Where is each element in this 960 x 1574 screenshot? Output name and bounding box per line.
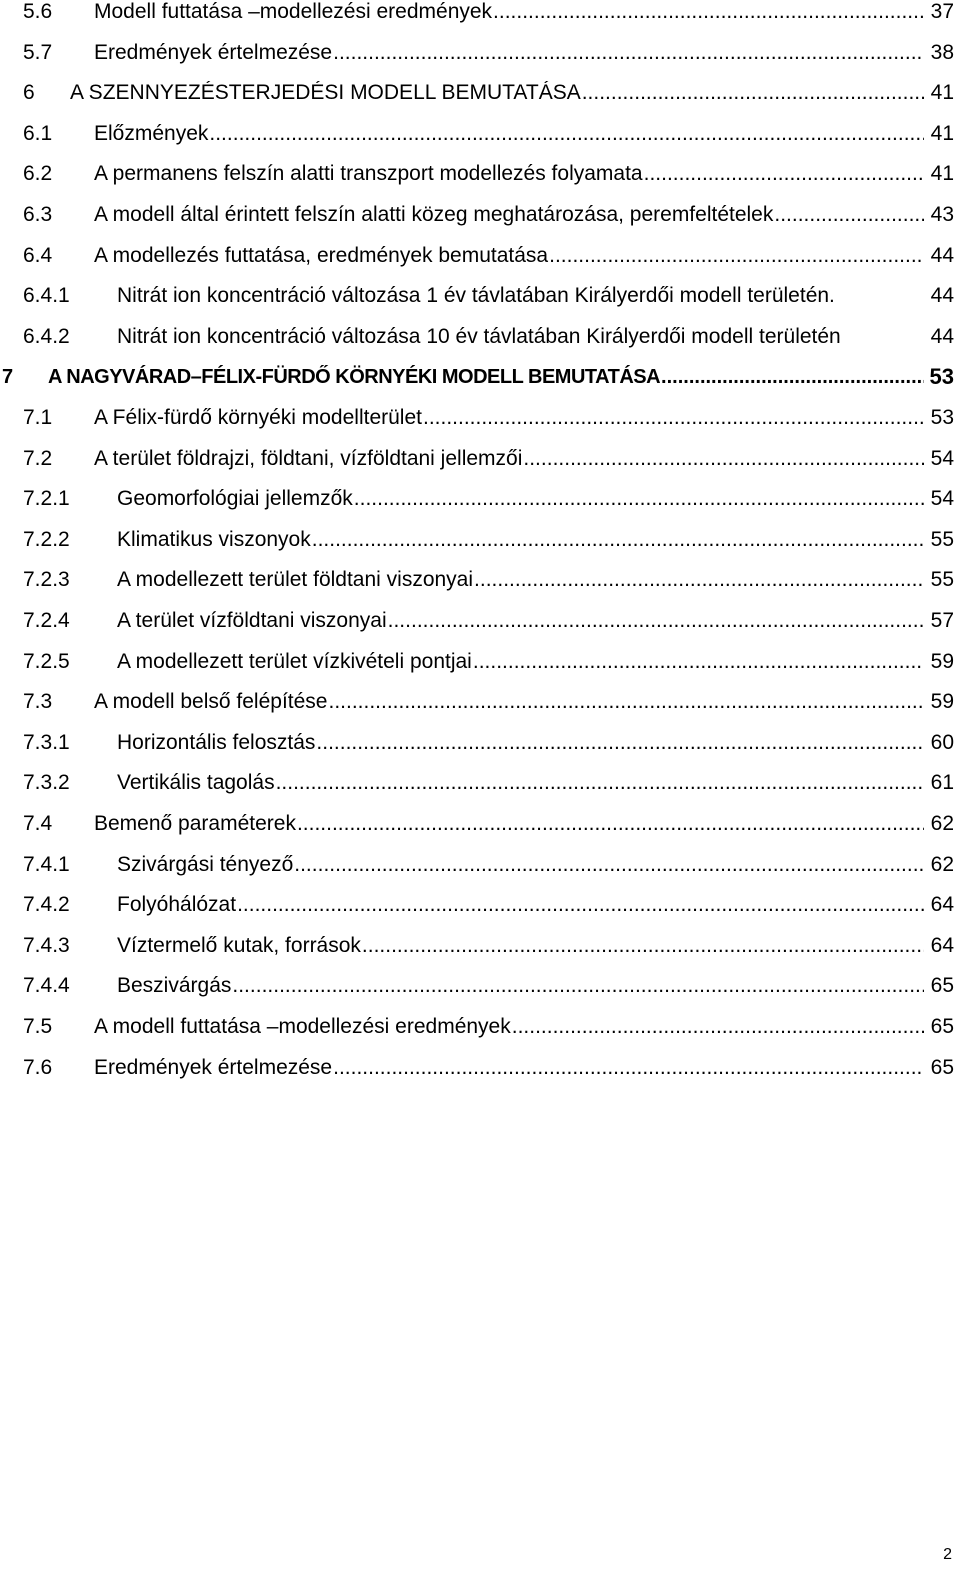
toc-entry-leader [94,203,924,227]
toc-entry-title: A modell által érintett felszín alatti közeg meghatározása, peremfeltételek [94,203,774,226]
toc-entry-title: Folyóhálózat [117,893,237,917]
toc-entry-leader [117,934,924,958]
toc-entry-page: 41 [930,121,954,145]
toc-entry-title: Nitrát ion koncentráció változása 10 év távlatában Királyerdői modell területén [117,324,841,348]
toc-dot-leader [232,974,924,998]
toc-entry-number: 6.4.1 [23,284,70,308]
toc-entry-number: 7.2.2 [23,527,70,551]
toc-entry[interactable] [0,41,960,81]
toc-entry-leader [117,568,924,592]
toc-entry-leader [48,365,924,389]
toc-entry-leader [117,528,924,552]
toc-entry-title: Eredmények értelmezése [94,40,333,64]
toc-dot-leader [333,1056,924,1080]
toc-entry-title: Geomorfológiai jellemzők [117,487,353,511]
toc-entry[interactable] [0,406,960,446]
toc-entry-title: Szivárgási tényező [117,852,294,876]
toc-entry-page: 59 [930,649,954,673]
toc-entry[interactable] [0,122,960,162]
page-number: 2 [943,1546,952,1563]
toc-dot-leader [512,1015,924,1039]
toc-entry-number: 6 [23,81,35,105]
toc-entry-number: 6.1 [23,121,53,145]
toc-entry[interactable] [0,528,960,568]
toc-entry-title: Vertikális tagolás [117,771,275,795]
toc-entry-number: 7.4.2 [23,893,70,917]
toc-entry[interactable] [0,284,960,324]
toc-entry-title: A terület földrajzi, földtani, vízföldtani jellemzői [94,446,523,470]
toc-dot-leader [474,568,924,592]
toc-entry-title: A modellezett terület vízkivételi pontjai [117,649,472,673]
toc-entry-page: 61 [930,771,954,795]
toc-entry-page: 38 [930,40,954,64]
toc-dot-leader [209,122,924,146]
toc-entry[interactable] [0,650,960,690]
toc-entry-leader [94,244,924,268]
toc-entry-leader [94,406,924,430]
toc-entry-leader [117,609,924,633]
toc-entry[interactable] [0,893,960,933]
toc-entry-number: 7.3.2 [23,771,70,795]
toc-entry[interactable] [0,1015,960,1055]
toc-entry-number: 7.4.4 [23,974,70,998]
toc-entry[interactable] [0,731,960,771]
toc-entry-title: A modellezés futtatása, eredmények bemutatása [94,243,549,267]
toc-entry-page: 53 [930,406,954,429]
toc-entry-page: 59 [930,690,954,714]
toc-dot-leader [644,162,924,186]
toc-dot-leader [362,934,924,958]
toc-entry-number: 6.3 [23,203,53,226]
toc-dot-leader [276,771,924,795]
toc-dot-leader [316,731,924,755]
toc-entry-title: A modell futtatása –modellezési eredmények [94,1015,511,1038]
toc-dot-leader [294,853,924,877]
toc-entry-leader [117,325,924,349]
toc-entry-number: 7.3 [23,690,53,714]
toc-entry[interactable] [0,853,960,893]
toc-entry-page: 57 [930,609,954,632]
toc-entry-leader [94,1056,924,1080]
toc-dot-leader [523,447,924,471]
toc-entry[interactable] [0,325,960,365]
toc-entry-number: 7.3.1 [23,730,70,754]
toc-entry-title: Modell futtatása –modellezési eredmények [94,0,493,23]
toc-entry[interactable] [0,0,960,40]
toc-entry-leader [94,690,924,714]
toc-entry-title: A NAGYVÁRAD–FÉLIX-FÜRDŐ KÖRNYÉKI MODELL BEMUTATÁSA [48,366,661,389]
toc-dot-leader [473,650,924,674]
toc-entry-page: 65 [930,1015,954,1038]
toc-entry[interactable] [0,812,960,852]
toc-entry-leader [117,893,924,917]
toc-entry-number: 5.6 [23,0,53,23]
toc-entry-leader [94,1015,924,1039]
toc-entry-leader [117,974,924,998]
toc-entry-number: 5.7 [23,40,53,64]
toc-entry[interactable] [0,934,960,974]
toc-entry-leader [94,447,924,471]
toc-entry-page: 41 [930,162,954,186]
toc-entry[interactable] [0,203,960,243]
toc-dot-leader [661,365,924,389]
toc-dot-leader [333,41,924,65]
toc-entry-title: A terület vízföldtani viszonyai [117,609,387,632]
toc-entry-title: Nitrát ion koncentráció változása 1 év távlatában Királyerdői modell területén. [117,284,835,308]
toc-entry-page: 44 [930,284,954,308]
toc-entry-page: 43 [930,203,954,226]
toc-dot-leader [423,406,924,430]
toc-entry-title: A Félix-fürdő környéki modellterület [94,406,422,429]
toc-entry-leader [94,812,924,836]
toc-entry-page: 64 [930,893,954,917]
toc-entry-leader [117,771,924,795]
toc-entry-number: 6.4.2 [23,324,70,348]
toc-entry-number: 7.2.1 [23,487,70,511]
toc-dot-leader [297,812,924,836]
toc-entry-page: 53 [929,364,954,390]
toc-entry-page: 54 [930,487,954,511]
toc-entry-leader [94,122,924,146]
toc-entry-page: 55 [930,568,954,592]
toc-entry-leader [70,81,924,105]
toc-entry-leader [94,41,924,65]
toc-entry[interactable] [0,162,960,202]
toc-entry-page: 62 [930,812,954,835]
toc-entry[interactable] [0,447,960,487]
toc-dot-leader [582,81,924,105]
toc-entry-number: 7.2.3 [23,568,70,592]
toc-entry-title: Víztermelő kutak, források [117,933,361,957]
toc-dot-leader [237,893,924,917]
toc-entry-page: 44 [930,243,954,267]
toc-entry-title: A modellezett terület földtani viszonyai [117,568,474,592]
toc-entry-title: Bemenő paraméterek [94,812,296,835]
toc-entry-leader [117,650,924,674]
toc-entry-page: 64 [930,933,954,957]
toc-entry-title: Beszivárgás [117,974,232,998]
toc-entry[interactable] [0,568,960,608]
toc-entry[interactable] [0,81,960,121]
toc-entry-number: 6.4 [23,243,53,267]
toc-entry-number: 7.6 [23,1055,53,1079]
toc-entry[interactable] [0,244,960,284]
toc-entry-leader [117,487,924,511]
toc-entry[interactable] [0,771,960,811]
toc-dot-leader [774,203,924,227]
toc-entry-page: 65 [930,974,954,998]
toc-entry-title: Eredmények értelmezése [94,1055,333,1079]
toc-entry-page: 65 [930,1055,954,1079]
toc-entry-page: 60 [930,730,954,754]
toc-entry-number: 7.2.5 [23,649,70,673]
toc-entry-number: 7.4.1 [23,852,70,876]
toc-entry-number: 6.2 [23,162,53,186]
toc-entry[interactable] [0,609,960,649]
toc-entry-leader [94,162,924,186]
toc-entry-page: 54 [930,446,954,470]
toc-entry[interactable] [0,690,960,730]
toc-entry[interactable] [0,974,960,1014]
toc-entry-title: A permanens felszín alatti transzport modellezés folyamata [94,162,643,186]
toc-entry-number: 7 [2,366,13,389]
toc-entry-number: 7.2 [23,446,53,470]
toc-entry-title: A SZENNYEZÉSTERJEDÉSI MODELL BEMUTATÁSA [70,81,581,105]
toc-entry-page: 44 [930,324,954,348]
toc-entry-leader [117,853,924,877]
toc-entry-title: Horizontális felosztás [117,730,316,754]
toc-entry-page: 62 [930,852,954,876]
toc-entry-leader [117,284,924,308]
toc-entry-number: 7.2.4 [23,609,70,632]
toc-dot-leader [388,609,924,633]
toc-entry-page: 55 [930,527,954,551]
toc-dot-leader [549,244,924,268]
toc-entry-title: Előzmények [94,121,209,145]
toc-entry-number: 7.1 [23,406,53,429]
toc-entry-title: A modell belső felépítése [94,690,328,714]
toc-entry-number: 7.5 [23,1015,53,1038]
toc-dot-leader [354,487,924,511]
toc-entry-title: Klimatikus viszonyok [117,527,311,551]
toc-dot-leader [493,0,924,24]
toc-entry-number: 7.4 [23,812,53,835]
toc-entry-number: 7.4.3 [23,933,70,957]
toc-entry[interactable] [0,487,960,527]
toc-entry-page: 41 [930,81,954,105]
toc-dot-leader [312,528,924,552]
toc-entry-leader [117,731,924,755]
toc-entry[interactable] [0,1056,960,1096]
toc-entry-page: 37 [930,0,954,23]
toc-dot-leader [328,690,924,714]
toc-entry[interactable] [0,365,960,405]
toc-entry-leader [94,0,924,24]
